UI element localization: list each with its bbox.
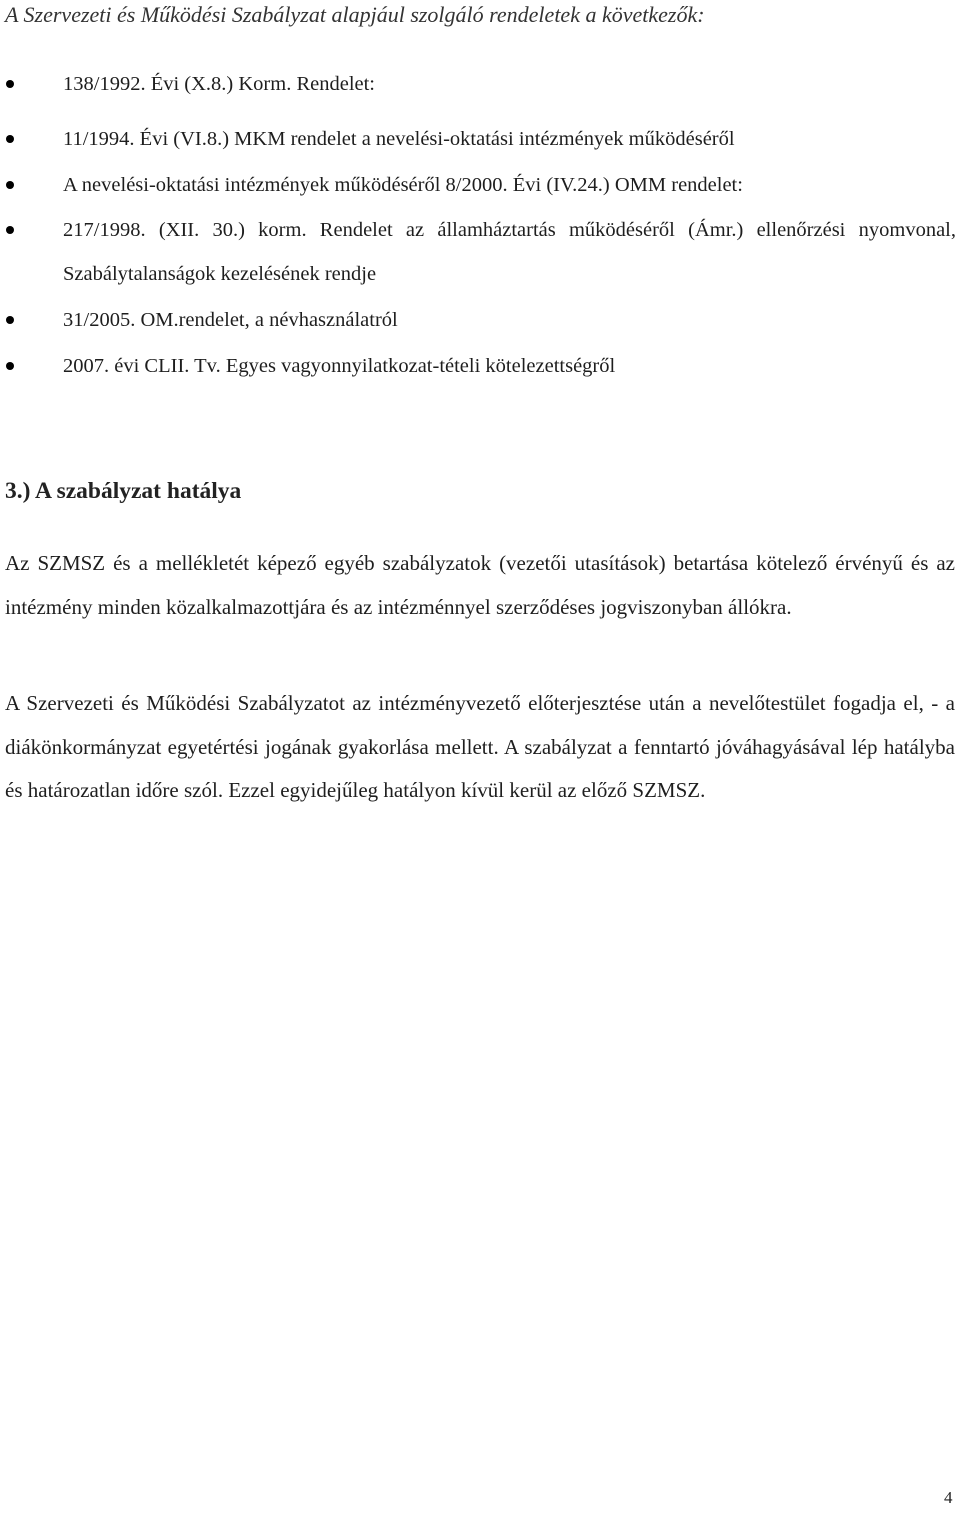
bullet-icon xyxy=(6,316,14,324)
law-text: 31/2005. OM.rendelet, a névhasználatról xyxy=(63,309,398,331)
intro-heading: A Szervezeti és Működési Szabályzat alapjául szolgáló rendeletek a következők: xyxy=(5,2,705,27)
page-number: 4 xyxy=(944,1488,953,1507)
section-heading: 3.) A szabályzat hatálya xyxy=(5,478,242,504)
law-text: A nevelési-oktatási intézmények működéséről 8/2000. Évi (IV.24.) OMM rendelet: xyxy=(63,174,743,196)
bullet-icon xyxy=(6,362,14,370)
bullet-icon xyxy=(6,80,14,88)
bullet-icon xyxy=(6,181,14,189)
law-text: 138/1992. Évi (X.8.) Korm. Rendelet: xyxy=(63,73,376,95)
bullet-icon xyxy=(6,226,14,234)
body-paragraph: A Szervezeti és Működési Szabályzatot az intézményvezető előterjesztése után a nevelőtestület fogadja el, - a diákönkormányzat egyetértési jogának gyakorlása mellett. A szabályzat a fenntartó jóváhagyásával lép hatályba és határozatlan időre szól. Ezzel egyidejűleg hatályon kívül kerül az előző SZMSZ. xyxy=(5,691,955,802)
law-text: 2007. évi CLII. Tv. Egyes vagyonnyilatkozat-tételi kötelezettségről xyxy=(63,355,616,377)
body-paragraph: Az SZMSZ és a mellékletét képező egyéb szabályzatok (vezetői utasítások) betartása kötelező érvényű és az intézmény minden közalkalmazottjára és az intézménnyel szerződéses jogviszonyban állókra. xyxy=(5,551,955,619)
bullet-icon xyxy=(6,135,14,143)
law-text: 217/1998. (XII. 30.) korm. Rendelet az államháztartás működéséről (Ámr.) ellenőrzési nyomvonal, Szabálytalanságok kezelésének rendje xyxy=(63,219,956,285)
law-text: 11/1994. Évi (VI.8.) MKM rendelet a nevelési-oktatási intézmények működéséről xyxy=(63,128,735,150)
